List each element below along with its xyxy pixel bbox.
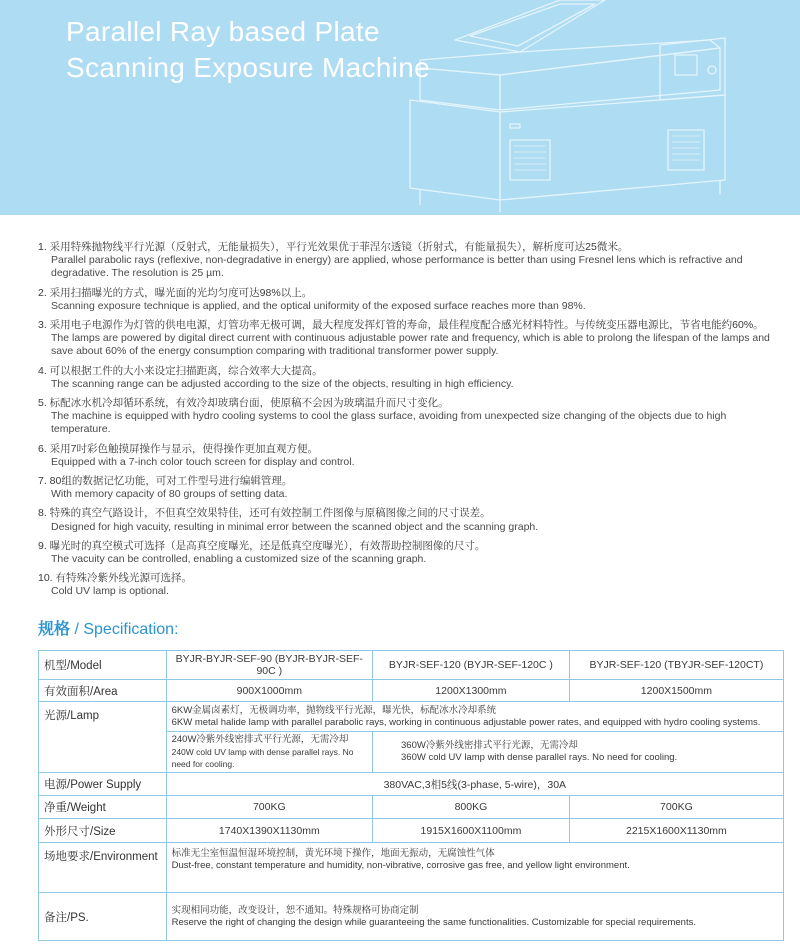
feature-en: Equipped with a 7-inch color touch screen for display and control. [51, 455, 355, 468]
ps-cell [166, 893, 783, 941]
feature-item [38, 287, 783, 313]
lamp-opt2-en: 360W cold UV lamp with dense parallel rays. No need for cooling. [401, 752, 678, 763]
feature-item [38, 507, 783, 533]
ps-en: Reserve the right of changing the design while guaranteeing the same functionalities. Customizable for special requirements. [171, 916, 696, 928]
lamp-main-zh: 6KW金属卤素灯，无极调功率，抛物线平行光源，曝光快，标配冰水冷却系统 [171, 704, 497, 716]
environment-cell [166, 843, 783, 893]
feature-en: The lamps are powered by digital direct current with continuous adjustable power rate and frequency, which is able to prolong the lifespan of the lamps and save about 60% of the energy consumption comparing with traditional transformer power supply. [51, 332, 770, 358]
table-row [39, 893, 784, 941]
feature-zh: 1. 采用特殊抛物线平行光源（反射式，无能量损失），平行光效果优于菲涅尔透镜（折射式，有能量损失），解析度可达25微米。 [38, 241, 629, 253]
area-cell: 900X1000mm [166, 680, 372, 702]
ps-label: 备注/PS. [39, 893, 167, 941]
feature-en: With memory capacity of 80 groups of setting data. [51, 488, 288, 501]
feature-zh: 6. 采用7吋彩色触摸屏操作与显示，使得操作更加直观方便。 [38, 442, 319, 455]
feature-zh: 5. 标配冰水机冷却循环系统，有效冷却玻璃台面，使原稿不会因为玻璃温升而尺寸变化。 [38, 397, 449, 410]
spec-heading [38, 616, 179, 639]
feature-en: Scanning exposure technique is applied, and the optical uniformity of the exposed surface reaches more than 98%. [51, 299, 586, 312]
feature-item [38, 540, 783, 566]
feature-item [38, 443, 783, 469]
feature-zh: 4. 可以根据工件的大小来设定扫描距离，综合效率大大提高。 [38, 364, 323, 377]
area-label: 有效面积/Area [39, 680, 167, 702]
area-cell: 1200X1300mm [373, 680, 570, 702]
table-row [39, 843, 784, 893]
spec-heading-en: Specification: [83, 621, 179, 638]
feature-zh: 3. 采用电子电源作为灯管的供电电源，灯管功率无极可调，最大程度发挥灯管的寿命，最佳程度配合感光材料特性。与传统变压器电源比，节省电能约60%。 [38, 319, 764, 332]
lamp-option-cell [166, 732, 372, 773]
lamp-opt1-en: 240W cold UV lamp with dense parallel rays. No need for cooling. [171, 747, 354, 769]
spec-table [38, 650, 784, 941]
model-label: 机型/Model [39, 651, 167, 680]
feature-zh: 8. 特殊的真空气路设计，不但真空效果特佳，还可有效控制工件图像与原稿图像之间的尺寸误差。 [38, 507, 491, 520]
size-cell: 1740X1390X1130mm [166, 819, 372, 843]
feature-item [38, 365, 783, 391]
table-row [39, 702, 784, 732]
feature-item [38, 475, 783, 501]
feature-en: The scanning range can be adjusted according to the size of the objects, resulting in high efficiency. [51, 377, 514, 390]
feature-en: The vacuity can be controlled, enabling a customized size of the scanning graph. [51, 553, 427, 566]
lamp-option-cell [373, 732, 784, 773]
feature-item [38, 319, 783, 359]
feature-en: The machine is equipped with hydro cooling systems to cool the glass surface, avoiding from unexpected size changing of the objects due to high temperature. [51, 410, 727, 436]
spec-heading-zh: 规格 [38, 621, 71, 638]
title-line-1: Parallel Ray based Plate [66, 16, 380, 47]
weight-cell: 700KG [569, 796, 783, 819]
feature-zh: 7. 80组的数据记忆功能，可对工件型号进行编辑管理。 [38, 475, 293, 488]
model-cell: BYJR-SEF-120 (TBYJR-SEF-120CT) [569, 651, 783, 680]
title-line-2: Scanning Exposure Machine [66, 52, 430, 83]
size-label: 外形尺寸/Size [39, 819, 167, 843]
page-title [66, 14, 430, 86]
lamp-main-cell [166, 702, 783, 732]
spec-heading-sep: / [70, 621, 84, 638]
size-cell: 1915X1600X1100mm [373, 819, 570, 843]
feature-zh: 9. 曝光时的真空模式可选择（是高真空度曝光，还是低真空度曝光），有效帮助控制图像的尺寸。 [38, 539, 486, 552]
model-cell: BYJR-BYJR-SEF-90 (BYJR-BYJR-SEF-90C ) [166, 651, 372, 680]
hero-banner [0, 0, 800, 215]
environment-label: 场地要求/Environment [39, 843, 167, 893]
table-row [39, 680, 784, 702]
lamp-label: 光源/Lamp [39, 702, 167, 773]
feature-en: Cold UV lamp is optional. [51, 585, 169, 598]
env-en: Dust-free, constant temperature and humidity, non-vibrative, corrosive gas free, and yellow light environment. [171, 860, 630, 871]
feature-list [38, 241, 783, 605]
table-row [39, 651, 784, 680]
lamp-opt1-zh: 240W冷紫外线密排式平行光源，无需冷却 [171, 734, 349, 745]
feature-item [38, 397, 783, 437]
area-cell: 1200X1500mm [569, 680, 783, 702]
model-cell: BYJR-SEF-120 (BYJR-SEF-120C ) [373, 651, 570, 680]
size-cell: 2215X1600X1130mm [569, 819, 783, 843]
table-row [39, 773, 784, 796]
table-row [39, 796, 784, 819]
feature-zh: 10. 有特殊冷紫外线光源可选择。 [38, 572, 193, 585]
lamp-main-en: 6KW metal halide lamp with parallel parabolic rays, working in continuous adjustable power rates, and equipped with hydro cooling systems. [171, 716, 761, 728]
ps-zh: 实现相同功能，改变设计，恕不通知。特殊规格可协商定制 [171, 904, 419, 916]
weight-cell: 800KG [373, 796, 570, 819]
feature-item [38, 241, 783, 281]
feature-zh: 2. 采用扫描曝光的方式，曝光面的光均匀度可达98%以上。 [38, 286, 313, 299]
exposure-machine-illustration [400, 0, 800, 215]
weight-cell: 700KG [166, 796, 372, 819]
feature-en: Parallel parabolic rays (reflexive, non-degradative in energy) are applied, whose performance is better than using Fresnel lens which is refractive and degradative. The resolution is 25 µm. [51, 254, 743, 280]
table-row [39, 819, 784, 843]
lamp-opt2-zh: 360W冷紫外线密排式平行光源，无需冷却 [401, 740, 578, 751]
power-label: 电源/Power Supply [39, 773, 167, 796]
feature-en: Designed for high vacuity, resulting in minimal error between the scanned object and the scanning graph. [51, 520, 539, 533]
power-cell: 380VAC,3相5线(3-phase, 5-wire)，30A [166, 773, 783, 796]
weight-label: 净重/Weight [39, 796, 167, 819]
env-zh: 标准无尘室恒温恒湿环境控制，黄光环境下操作，地面无振动，无腐蚀性气体 [171, 848, 495, 859]
feature-item [38, 572, 783, 598]
